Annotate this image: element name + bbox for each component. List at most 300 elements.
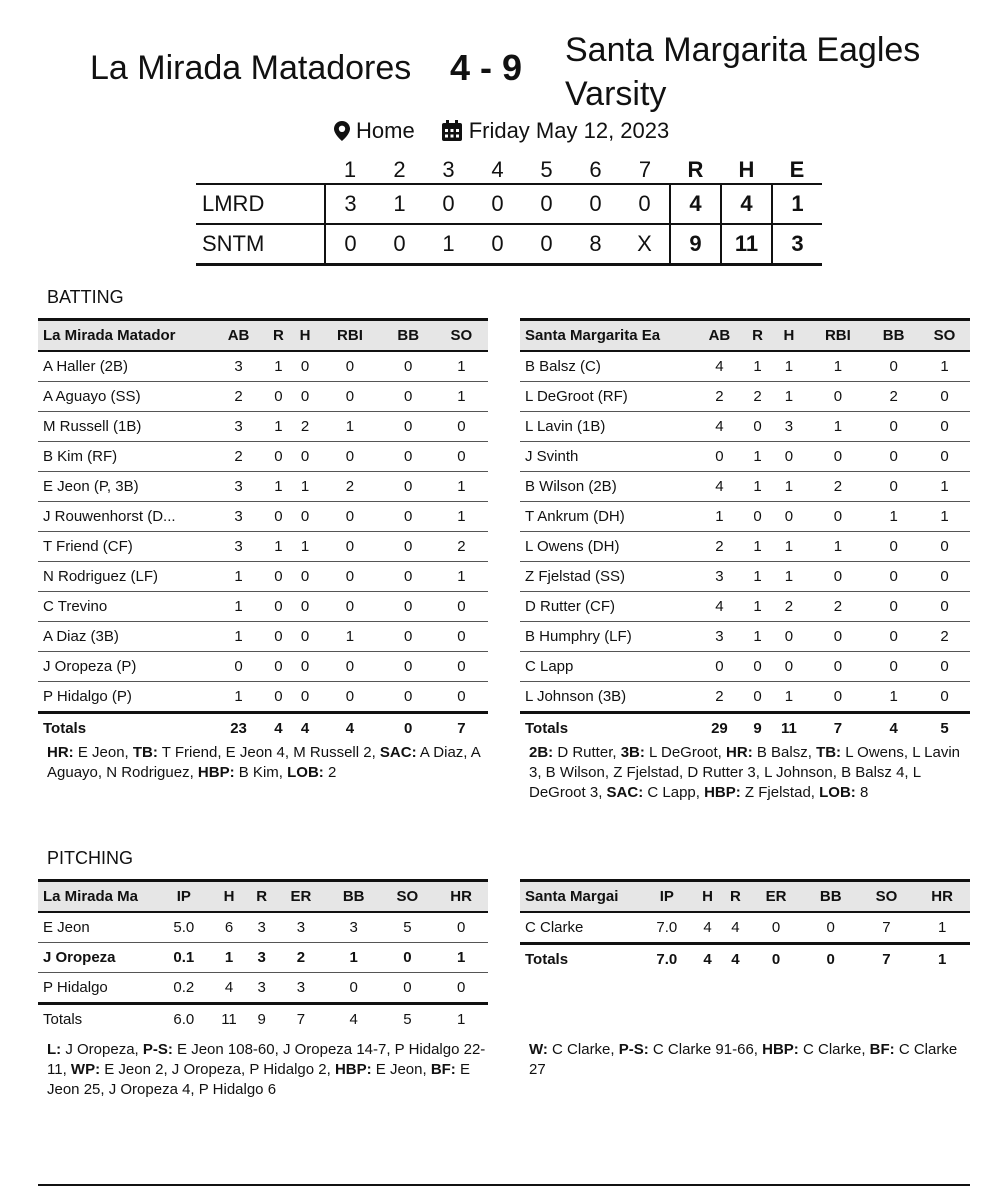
total-hits: 4: [721, 184, 772, 224]
stat-value: 3: [212, 412, 265, 442]
batter-name: P Hidalgo (P): [38, 682, 212, 713]
stat-value: 5: [381, 912, 435, 943]
stat-value: 0: [435, 622, 488, 652]
batter-row: [520, 532, 970, 562]
stat-value: 0: [808, 562, 869, 592]
stat-value: 0: [382, 442, 435, 472]
batter-row: [520, 382, 970, 412]
stat-value: 0: [770, 652, 807, 682]
stat-value: 0: [318, 502, 381, 532]
stat-value: 2: [770, 592, 807, 622]
stat-value: 4: [694, 351, 745, 382]
stat-column-header: BB: [327, 881, 381, 913]
stat-value: 4: [694, 412, 745, 442]
batter-row: [38, 442, 488, 472]
stat-value: 0: [292, 652, 319, 682]
linescore-team: LMRD: [196, 184, 325, 224]
batter-name: L Lavin (1B): [520, 412, 694, 442]
total-value: 4: [292, 713, 319, 744]
note-text: L Owens, L Lavin 3, B Wilson, Z Fjelstad, D Rutter 3, L Johnson, B Balsz 4, L DeGroot 3,: [529, 744, 961, 801]
batter-row: [520, 682, 970, 713]
stat-column-header: RBI: [808, 320, 869, 352]
total-value: 5: [919, 713, 970, 744]
note-label: LOB:: [819, 784, 856, 801]
note-text: C Clarke,: [547, 1041, 619, 1058]
stat-value: 1: [212, 682, 265, 713]
stat-column-header: SO: [919, 320, 970, 352]
stat-value: 0: [212, 652, 265, 682]
stat-column-header: BB: [868, 320, 919, 352]
inning-runs: X: [620, 224, 670, 265]
away-batting-table: [38, 318, 488, 743]
note-text: 2: [323, 764, 337, 781]
note-label: SAC:: [606, 784, 644, 801]
batting-title: BATTING: [47, 287, 124, 307]
game-header: [0, 0, 1008, 143]
home-batting-notes: [529, 743, 969, 803]
stat-value: 3: [275, 973, 327, 1004]
inning-runs: 3: [325, 184, 375, 224]
game-date: Friday May 12, 2023: [468, 118, 670, 143]
batter-row: [38, 351, 488, 382]
stats-header-row: [520, 881, 970, 913]
batter-name: J Rouwenhorst (D...: [38, 502, 212, 532]
stat-value: 0: [265, 562, 292, 592]
inning-runs: 0: [620, 184, 670, 224]
stat-value: 1: [770, 382, 807, 412]
batter-name: B Kim (RF): [38, 442, 212, 472]
total-value: 6.0: [158, 1004, 210, 1035]
home-batting-table: [520, 318, 970, 743]
batter-name: B Balsz (C): [520, 351, 694, 382]
stat-value: 1: [808, 532, 869, 562]
stat-column-header: H: [210, 881, 249, 913]
stat-column-header: ER: [275, 881, 327, 913]
batter-name: L Johnson (3B): [520, 682, 694, 713]
stat-column-header: IP: [158, 881, 210, 913]
totals-label: Totals: [520, 944, 640, 975]
batter-name: A Diaz (3B): [38, 622, 212, 652]
stat-value: 0: [868, 351, 919, 382]
stat-value: 0: [318, 351, 381, 382]
batter-name: T Friend (CF): [38, 532, 212, 562]
stat-value: 3: [212, 532, 265, 562]
total-value: 7: [435, 713, 488, 744]
stat-value: 1: [435, 351, 488, 382]
stat-value: 0: [382, 682, 435, 713]
stat-value: 1: [745, 472, 770, 502]
stat-value: 1: [265, 412, 292, 442]
note-text: T Friend, E Jeon 4, M Russell 2,: [157, 744, 380, 761]
stat-value: 1: [919, 502, 970, 532]
stat-value: 1: [265, 532, 292, 562]
stat-value: 2: [808, 592, 869, 622]
stat-value: 2: [694, 382, 745, 412]
home-pitching-notes: [529, 1040, 969, 1080]
stat-value: 0.1: [158, 943, 210, 973]
total-hits: 11: [721, 224, 772, 265]
total-value: 7: [275, 1004, 327, 1035]
totals-row: [520, 713, 970, 744]
stat-value: 0: [435, 682, 488, 713]
stat-value: 2: [745, 382, 770, 412]
stat-value: 1: [770, 351, 807, 382]
stat-value: 0: [808, 382, 869, 412]
note-text: E Jeon,: [73, 744, 133, 761]
pitcher-name: P Hidalgo: [38, 973, 158, 1004]
batter-row: [38, 622, 488, 652]
batter-name: C Trevino: [38, 592, 212, 622]
batter-row: [520, 351, 970, 382]
stat-value: 1: [868, 682, 919, 713]
home-pitching-table: [520, 879, 970, 974]
stat-value: 0: [382, 502, 435, 532]
stat-value: 0: [292, 442, 319, 472]
stat-value: 0: [318, 592, 381, 622]
stat-value: 0: [434, 912, 488, 943]
stat-value: 0: [770, 442, 807, 472]
stat-value: 7.0: [640, 912, 694, 944]
stat-value: 0: [868, 592, 919, 622]
stat-value: 2: [694, 532, 745, 562]
batter-row: [520, 412, 970, 442]
batter-name: N Rodriguez (LF): [38, 562, 212, 592]
stat-value: 1: [770, 472, 807, 502]
note-text: E Jeon 2, J Oropeza, P Hidalgo 2,: [100, 1061, 335, 1078]
team-column-header: La Mirada Matador: [38, 320, 212, 352]
totals-row: [38, 713, 488, 744]
batter-name: A Haller (2B): [38, 351, 212, 382]
batter-name: A Aguayo (SS): [38, 382, 212, 412]
stat-value: 0: [919, 682, 970, 713]
stat-value: 1: [770, 532, 807, 562]
inning-runs: 0: [375, 224, 424, 265]
note-text: A Diaz, A Aguayo, N Rodriguez,: [47, 744, 480, 781]
inning-runs: 0: [424, 184, 473, 224]
stat-value: 0: [868, 472, 919, 502]
note-label: HR:: [726, 744, 753, 761]
stat-value: 0: [745, 502, 770, 532]
batter-row: [520, 472, 970, 502]
stat-value: 2: [212, 382, 265, 412]
total-value: 7.0: [640, 944, 694, 975]
total-value: 4: [694, 944, 722, 975]
stat-value: 1: [327, 943, 381, 973]
stat-value: 1: [292, 472, 319, 502]
pitcher-row: [520, 912, 970, 944]
batter-row: [38, 652, 488, 682]
stat-value: 2: [694, 682, 745, 713]
pitcher-row: [38, 943, 488, 973]
stat-value: 0: [808, 682, 869, 713]
stat-value: 0: [265, 622, 292, 652]
stat-value: 0: [292, 562, 319, 592]
stat-value: 3: [694, 622, 745, 652]
stat-value: 0: [292, 592, 319, 622]
note-label: BF:: [430, 1061, 456, 1078]
stat-value: 2: [435, 532, 488, 562]
stat-value: 0: [265, 592, 292, 622]
batter-row: [38, 412, 488, 442]
note-label: HR:: [47, 744, 74, 761]
stat-value: 0: [265, 682, 292, 713]
stat-value: 0: [919, 532, 970, 562]
note-text: B Kim,: [234, 764, 288, 781]
stat-value: 0: [318, 562, 381, 592]
stat-value: 0: [868, 442, 919, 472]
stat-value: 0: [434, 973, 488, 1004]
batter-row: [38, 592, 488, 622]
stat-value: 0: [381, 973, 435, 1004]
stat-value: 0: [868, 412, 919, 442]
stat-value: 3: [327, 912, 381, 943]
pitcher-name: C Clarke: [520, 912, 640, 944]
note-text: B Balsz,: [752, 744, 817, 761]
stat-value: 2: [919, 622, 970, 652]
stat-value: 1: [265, 351, 292, 382]
batter-name: T Ankrum (DH): [520, 502, 694, 532]
total-value: 0: [749, 944, 803, 975]
note-text: E Jeon,: [371, 1061, 431, 1078]
total-value: 4: [327, 1004, 381, 1035]
stat-value: 0: [265, 652, 292, 682]
stat-value: 1: [212, 562, 265, 592]
stat-value: 0: [919, 592, 970, 622]
linescore-row: [196, 224, 822, 265]
inning-runs: 0: [473, 224, 522, 265]
note-label: HBP:: [704, 784, 741, 801]
stat-value: 1: [292, 532, 319, 562]
stat-value: 3: [694, 562, 745, 592]
stat-value: 2: [275, 943, 327, 973]
total-errors: 3: [772, 224, 822, 265]
stats-header-row: [38, 320, 488, 352]
stat-value: 0: [382, 532, 435, 562]
final-score: 4 - 9: [450, 47, 523, 88]
stat-value: 0: [318, 532, 381, 562]
stat-value: 1: [745, 351, 770, 382]
total-value: 4: [265, 713, 292, 744]
inning-runs: 8: [571, 224, 620, 265]
stat-value: 0: [381, 943, 435, 973]
inning-runs: 0: [522, 184, 571, 224]
stat-value: 2: [292, 412, 319, 442]
stat-value: 1: [745, 532, 770, 562]
stat-column-header: SO: [435, 320, 488, 352]
stat-value: 0: [868, 562, 919, 592]
stat-value: 3: [248, 943, 275, 973]
stat-value: 1: [318, 412, 381, 442]
batter-row: [520, 562, 970, 592]
stat-value: 4: [721, 912, 749, 944]
total-runs: 9: [670, 224, 721, 265]
stat-value: 0: [382, 412, 435, 442]
stat-column-header: SO: [859, 881, 915, 913]
batter-name: J Oropeza (P): [38, 652, 212, 682]
stat-value: 2: [318, 472, 381, 502]
linescore-table: [196, 157, 822, 266]
linescore-team: SNTM: [196, 224, 325, 265]
stat-value: 3: [275, 912, 327, 943]
home-team-name: Santa Margarita Eagles Varsity: [565, 31, 921, 113]
stat-value: 0: [694, 652, 745, 682]
total-value: 7: [808, 713, 869, 744]
stat-value: 0: [919, 652, 970, 682]
stat-value: 0: [382, 652, 435, 682]
stat-value: 0: [745, 652, 770, 682]
runs-header: R: [687, 157, 704, 182]
stat-column-header: ER: [749, 881, 803, 913]
stat-value: 0: [382, 382, 435, 412]
stat-value: 3: [248, 973, 275, 1004]
inning-runs: 0: [473, 184, 522, 224]
team-column-header: Santa Margarita Ea: [520, 320, 694, 352]
inning-runs: 0: [522, 224, 571, 265]
stat-value: 0: [382, 472, 435, 502]
stat-value: 0: [770, 502, 807, 532]
inning-runs: 0: [325, 224, 375, 265]
note-text: C Clarke 27: [529, 1041, 958, 1078]
stat-value: 0.2: [158, 973, 210, 1004]
stat-value: 0: [868, 532, 919, 562]
batter-row: [38, 472, 488, 502]
inning-header: 4: [491, 157, 504, 182]
stat-value: 0: [265, 502, 292, 532]
stat-value: 1: [745, 592, 770, 622]
inning-runs: 0: [571, 184, 620, 224]
stat-value: 0: [745, 682, 770, 713]
total-errors: 1: [772, 184, 822, 224]
team-column-header: Santa Margai: [520, 881, 640, 913]
stat-value: 4: [694, 592, 745, 622]
stat-column-header: BB: [382, 320, 435, 352]
note-label: W:: [529, 1041, 548, 1058]
stat-column-header: SO: [381, 881, 435, 913]
note-text: L DeGroot,: [644, 744, 727, 761]
stat-value: 1: [808, 351, 869, 382]
batter-name: L DeGroot (RF): [520, 382, 694, 412]
inning-header: 1: [343, 157, 357, 182]
stat-column-header: R: [265, 320, 292, 352]
stat-value: 3: [248, 912, 275, 943]
stat-value: 0: [265, 382, 292, 412]
total-value: 1: [914, 944, 970, 975]
total-value: 23: [212, 713, 265, 744]
stat-value: 0: [265, 442, 292, 472]
stat-value: 0: [770, 622, 807, 652]
note-text: E Jeon 108-60, J Oropeza 14-7, P Hidalgo 22-11,: [47, 1041, 486, 1078]
stat-value: 3: [212, 351, 265, 382]
total-value: 1: [434, 1004, 488, 1035]
batter-row: [38, 532, 488, 562]
batter-name: B Humphry (LF): [520, 622, 694, 652]
calendar-icon: [441, 120, 463, 142]
batter-name: J Svinth: [520, 442, 694, 472]
stat-value: 0: [803, 912, 859, 944]
stat-value: 0: [382, 562, 435, 592]
stat-value: 0: [327, 973, 381, 1004]
batter-row: [38, 682, 488, 713]
total-value: 0: [382, 713, 435, 744]
stat-value: 1: [745, 442, 770, 472]
inning-runs: 1: [424, 224, 473, 265]
stat-column-header: R: [745, 320, 770, 352]
stats-header-row: [38, 881, 488, 913]
stat-value: 1: [435, 382, 488, 412]
stat-value: 0: [318, 382, 381, 412]
note-label: HBP:: [197, 764, 235, 781]
total-value: 0: [803, 944, 859, 975]
stat-value: 5.0: [158, 912, 210, 943]
totals-label: Totals: [38, 713, 212, 744]
batter-row: [520, 502, 970, 532]
stat-value: 0: [919, 562, 970, 592]
total-value: 5: [381, 1004, 435, 1035]
hits-header: H: [738, 157, 755, 182]
stat-value: 0: [808, 622, 869, 652]
note-label: BF:: [869, 1041, 895, 1058]
footer-divider: [38, 1184, 970, 1186]
note-text: D Rutter,: [553, 744, 621, 761]
stat-value: 0: [808, 442, 869, 472]
note-text: E Jeon 25, J Oropeza 4, P Hidalgo 6: [47, 1061, 470, 1098]
stat-value: 1: [770, 562, 807, 592]
stat-value: 1: [770, 682, 807, 713]
stat-value: 1: [914, 912, 970, 944]
stat-value: 1: [919, 351, 970, 382]
stat-column-header: R: [721, 881, 749, 913]
game-location: Home: [356, 118, 415, 143]
note-label: HBP:: [334, 1061, 372, 1078]
total-value: 9: [248, 1004, 275, 1035]
stat-value: 1: [212, 592, 265, 622]
stat-value: 4: [210, 973, 249, 1004]
total-value: 11: [770, 713, 807, 744]
pitcher-row: [38, 912, 488, 943]
batter-row: [38, 502, 488, 532]
stat-value: 0: [694, 442, 745, 472]
stat-value: 3: [212, 472, 265, 502]
away-team-name: La Mirada Matadores: [90, 49, 412, 87]
stat-value: 1: [745, 562, 770, 592]
stat-value: 0: [382, 622, 435, 652]
batter-row: [520, 622, 970, 652]
note-label: WP:: [70, 1061, 101, 1078]
note-text: C Lapp,: [643, 784, 705, 801]
stat-value: 2: [212, 442, 265, 472]
away-pitching-notes: [47, 1040, 487, 1100]
stat-value: 4: [694, 912, 722, 944]
batter-row: [520, 442, 970, 472]
pitcher-row: [38, 973, 488, 1004]
batter-row: [38, 562, 488, 592]
total-value: 29: [694, 713, 745, 744]
total-value: 7: [859, 944, 915, 975]
stat-value: 0: [868, 622, 919, 652]
away-pitching-table: [38, 879, 488, 1034]
inning-runs: 1: [375, 184, 424, 224]
batter-name: Z Fjelstad (SS): [520, 562, 694, 592]
totals-row: [520, 944, 970, 975]
stat-value: 0: [808, 652, 869, 682]
batter-row: [520, 592, 970, 622]
batter-row: [520, 652, 970, 682]
stat-value: 0: [435, 652, 488, 682]
batter-name: B Wilson (2B): [520, 472, 694, 502]
note-label: P-S:: [142, 1041, 173, 1058]
stat-value: 0: [919, 442, 970, 472]
stat-value: 1: [694, 502, 745, 532]
